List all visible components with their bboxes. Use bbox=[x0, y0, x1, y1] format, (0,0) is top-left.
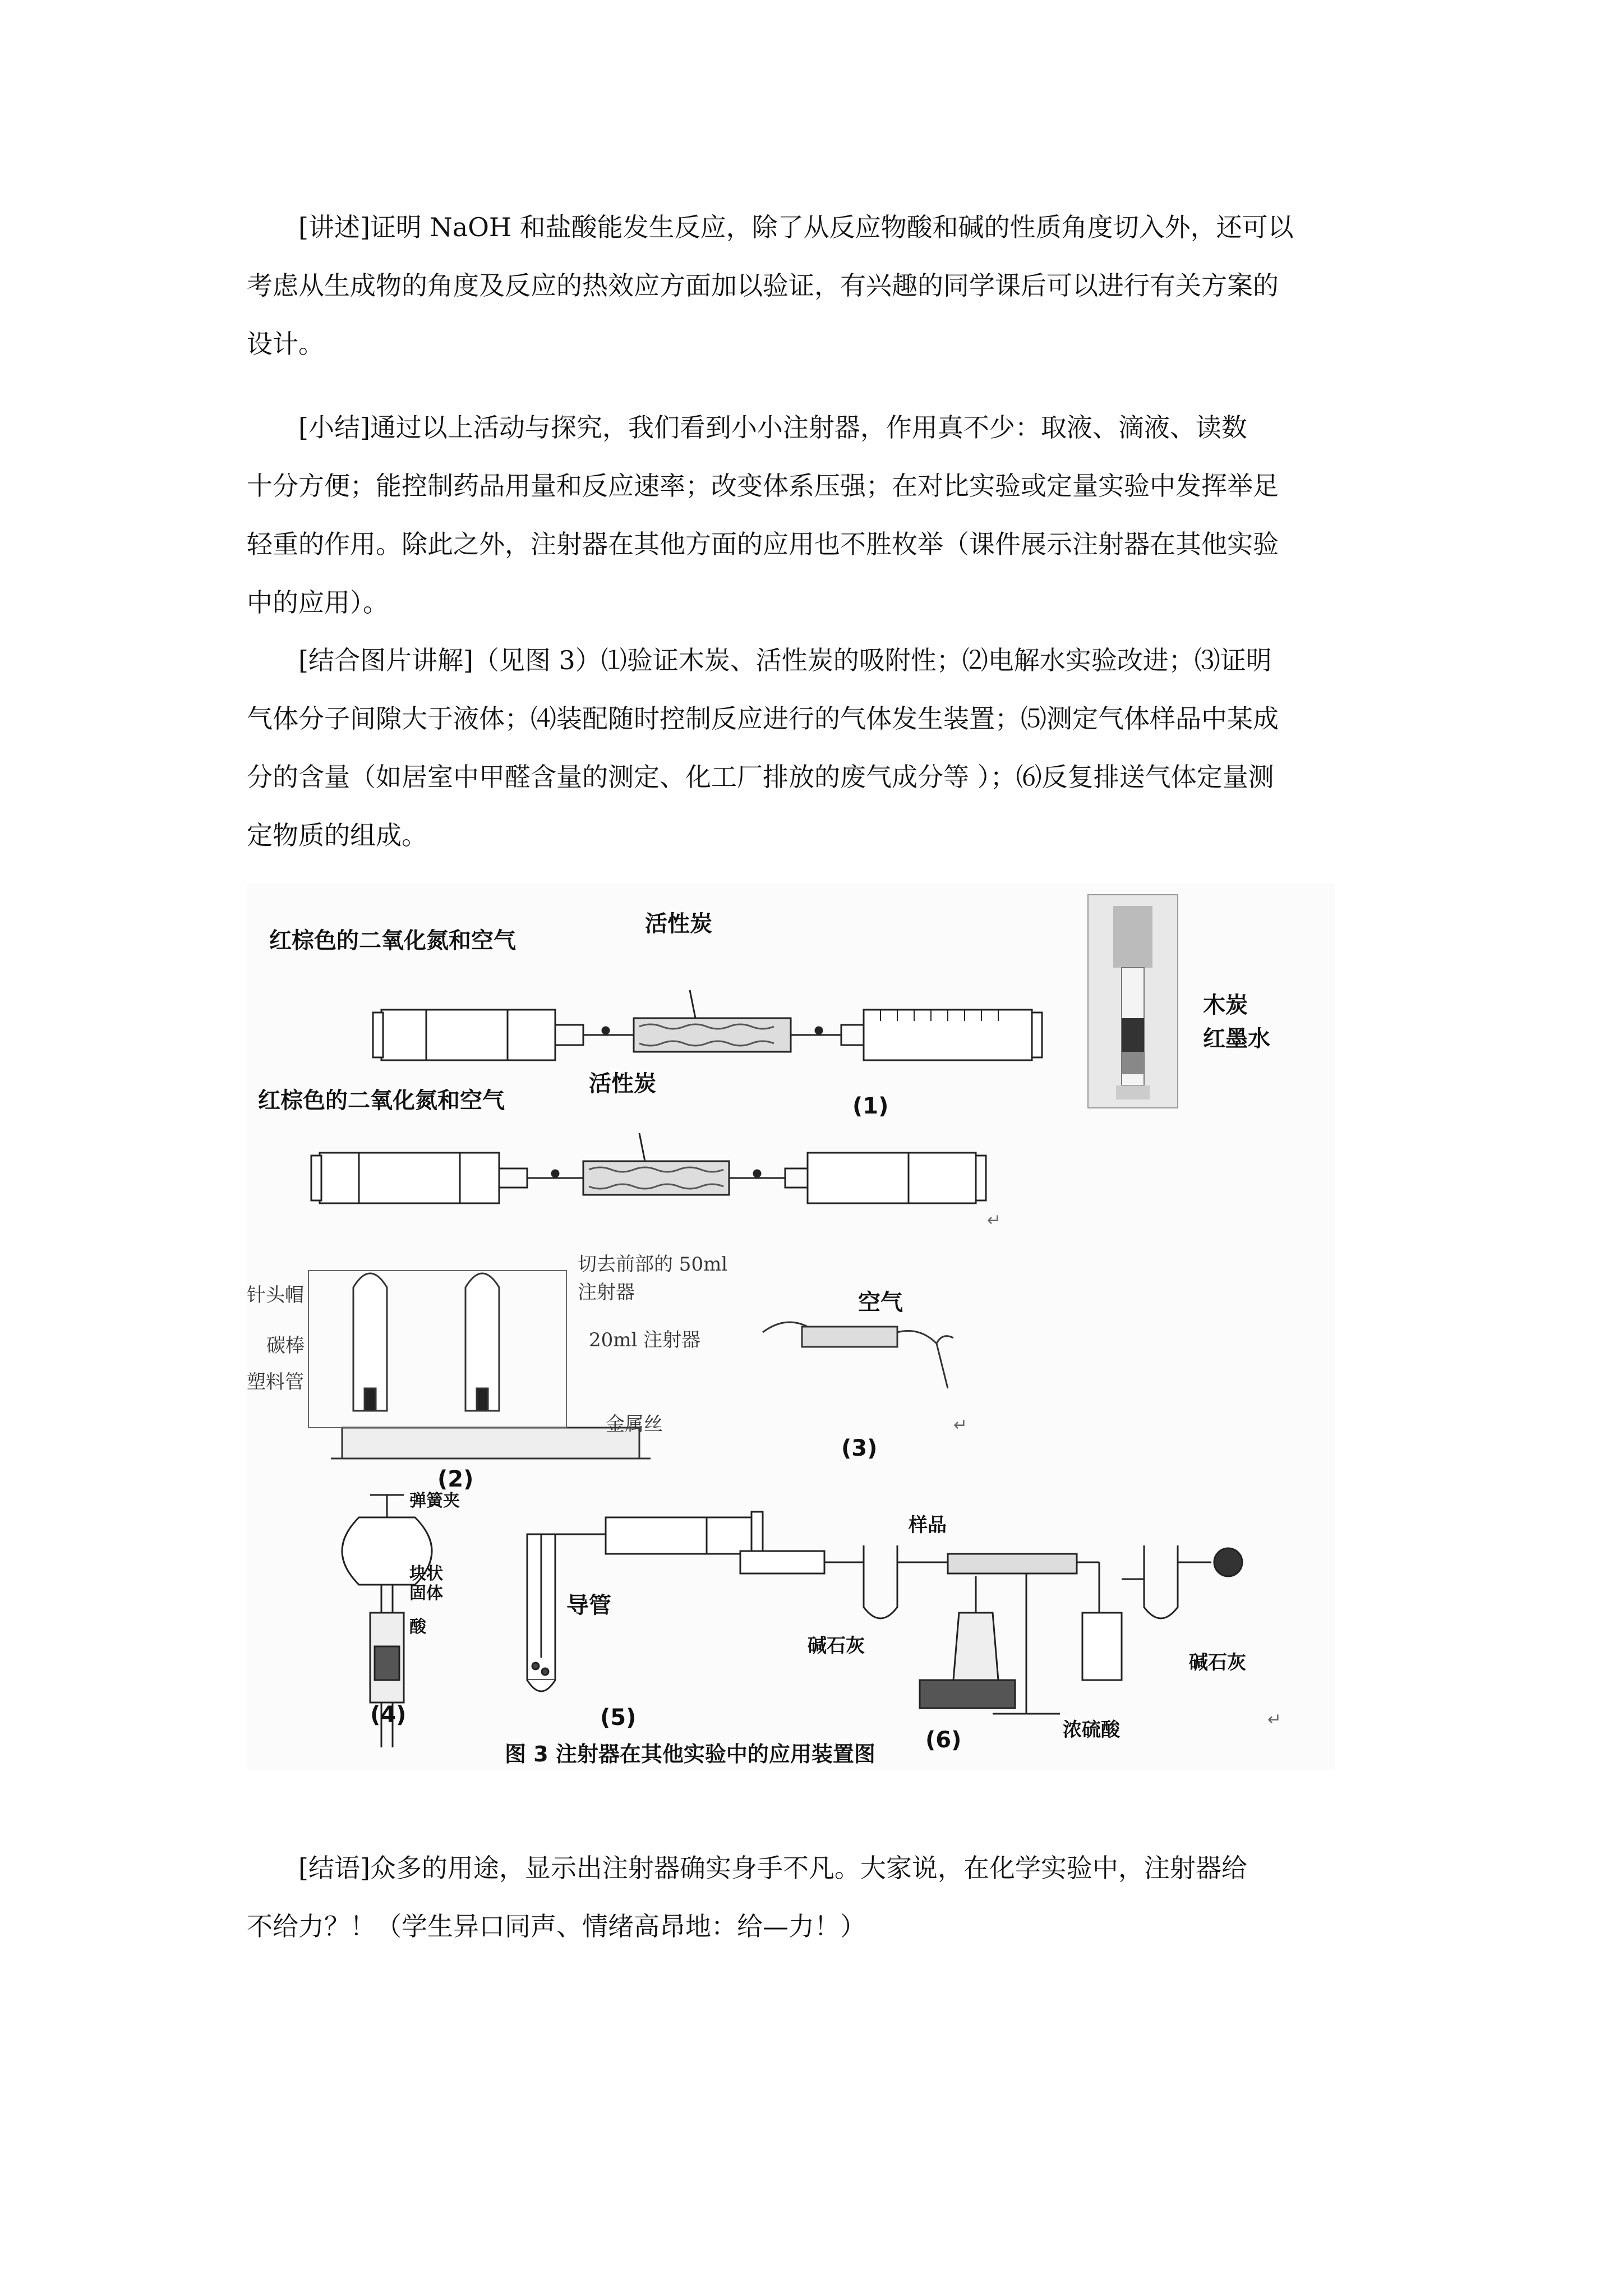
panel-number-2: (2) bbox=[437, 1466, 474, 1492]
label-gas-bottom: 红棕色的二氧化氮和空气 bbox=[258, 1088, 505, 1114]
paragraph-conclusion bbox=[247, 1839, 1385, 1955]
panel-number-5: (5) bbox=[600, 1705, 637, 1731]
text-line: 考虑从生成物的角度及反应的热效应方面加以验证，有兴趣的同学课后可以进行有关方案的 bbox=[247, 270, 1279, 301]
text-line: 定物质的组成。 bbox=[247, 820, 427, 850]
label-conc-sulfuric-acid: 浓硫酸 bbox=[1063, 1719, 1120, 1741]
label-air: 空气 bbox=[858, 1290, 903, 1315]
panel-number-3: (3) bbox=[841, 1435, 878, 1461]
label-sample: 样品 bbox=[909, 1514, 947, 1536]
panel-number-1: (1) bbox=[852, 1093, 889, 1119]
panel-number-4: (4) bbox=[370, 1702, 407, 1728]
label-solid-1: 块状 bbox=[409, 1564, 443, 1584]
label-charcoal: 木炭 bbox=[1203, 992, 1248, 1018]
return-mark: ↵ bbox=[953, 1415, 968, 1435]
label-needle-cap: 针头帽 bbox=[247, 1284, 304, 1306]
label-red-ink: 红墨水 bbox=[1203, 1026, 1270, 1052]
text-line: 轻重的作用。除此之外，注射器在其他方面的应用也不胜枚举（课件展示注射器在其他实验 bbox=[247, 529, 1279, 559]
label-cut-syringe-2: 注射器 bbox=[578, 1281, 635, 1304]
text-line: [讲述]证明 NaOH 和盐酸能发生反应，除了从反应物酸和碱的性质角度切入外，还可以 bbox=[298, 212, 1294, 242]
panel-1-photo bbox=[1088, 895, 1178, 1108]
panel-number-6: (6) bbox=[925, 1727, 962, 1753]
figure-caption: 图 3 注射器在其他实验中的应用装置图 bbox=[505, 1742, 875, 1766]
text-line: 设计。 bbox=[247, 329, 324, 359]
text-line: 十分方便；能控制药品用量和反应速率；改变体系压强；在对比实验或定量实验中发挥举足 bbox=[247, 471, 1279, 501]
label-soda-lime-2: 碱石灰 bbox=[1189, 1651, 1246, 1674]
label-plastic-tube: 塑料管 bbox=[247, 1371, 304, 1393]
text-line: 分的含量（如居室中甲醛含量的测定、化工厂排放的废气成分等 ）；⑹反复排送气体定量测 bbox=[247, 762, 1274, 792]
label-carbon-top: 活性炭 bbox=[645, 911, 712, 937]
label-soda-lime-1: 碱石灰 bbox=[808, 1635, 865, 1657]
label-solid-2: 固体 bbox=[409, 1584, 443, 1603]
label-tube: 导管 bbox=[566, 1593, 611, 1618]
text-line: [结语]众多的用途，显示出注射器确实身手不凡。大家说，在化学实验中，注射器给 bbox=[298, 1853, 1247, 1883]
text-line: [小结]通过以上活动与探究，我们看到小小注射器，作用真不少：取液、滴液、读数 bbox=[298, 412, 1247, 443]
label-cut-syringe-1: 切去前部的 50ml bbox=[578, 1253, 728, 1276]
label-acid: 酸 bbox=[409, 1617, 426, 1637]
label-gas-top: 红棕色的二氧化氮和空气 bbox=[269, 928, 516, 954]
label-syringe-20ml: 20ml 注射器 bbox=[589, 1329, 701, 1351]
text-line: 不给力？！（学生异口同声、情绪高昂地：给—力！） bbox=[247, 1911, 866, 1941]
return-mark: ↵ bbox=[987, 1211, 1002, 1230]
paragraph-figure-explanation bbox=[247, 631, 1385, 864]
label-spring-clip: 弹簧夹 bbox=[409, 1491, 460, 1511]
label-metal-wire: 金属丝 bbox=[606, 1413, 663, 1435]
paragraph-narration bbox=[247, 198, 1385, 373]
return-mark: ↵ bbox=[1267, 1710, 1282, 1729]
figure-3 bbox=[247, 884, 1335, 1770]
label-carbon-rod: 碳棒 bbox=[266, 1335, 305, 1357]
paragraph-summary bbox=[247, 398, 1385, 632]
text-line: [结合图片讲解]（见图 3）⑴验证木炭、活性炭的吸附性；⑵电解水实验改进；⑶证明 bbox=[298, 645, 1272, 675]
apparatus-figure bbox=[247, 884, 1335, 1770]
label-carbon-bottom: 活性炭 bbox=[589, 1071, 656, 1097]
text-line: 中的应用）。 bbox=[247, 587, 389, 618]
text-line: 气体分子间隙大于液体；⑷装配随时控制反应进行的气体发生装置；⑸测定气体样品中某成 bbox=[247, 703, 1279, 734]
